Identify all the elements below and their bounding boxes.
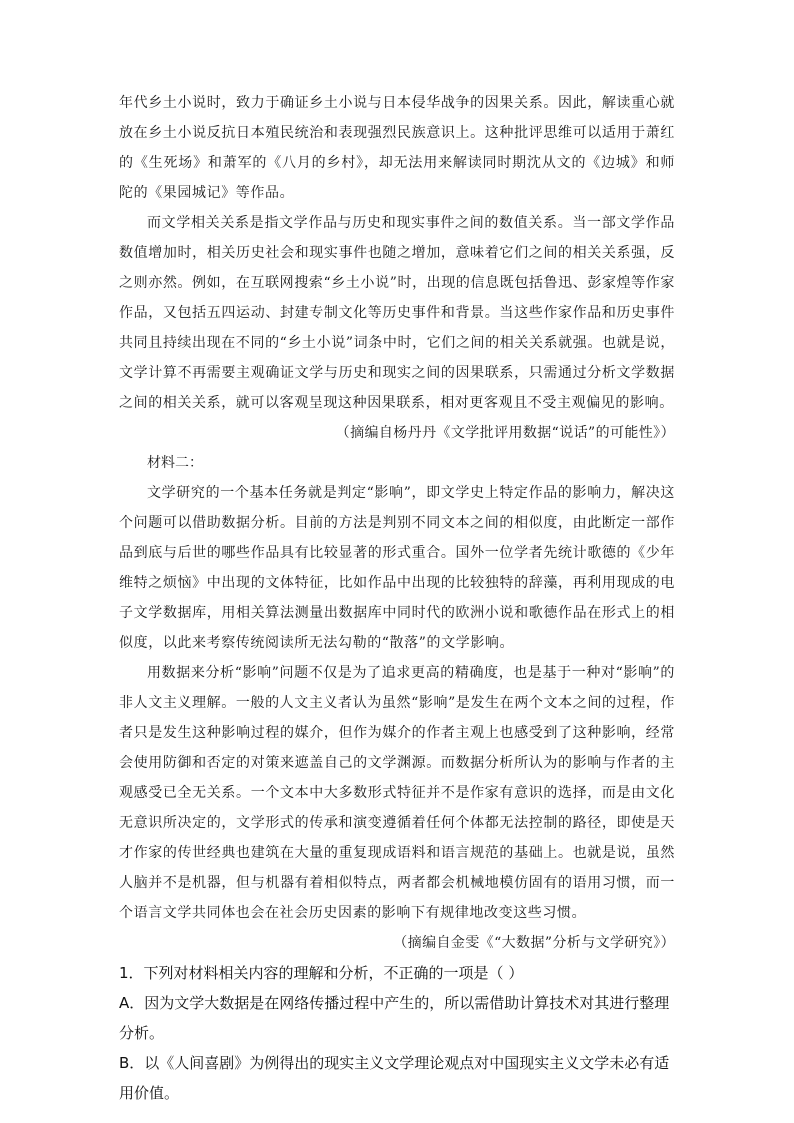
material-two-label: 材料二： <box>147 455 203 471</box>
paragraph-influence: 文学研究的一个基本任务就是判定“影响”，即文学史上特定作品的影响力，解决这个问题可以借助数据分析。目前的方法是判别不同文本之间的相似度，由此断定一部作品到底与后世的哪些作品具有比较显著的形式重合。国外一位学者先统计歌德的《少年维特之烦恼》中出现的文体特征，比如作品中出现的比较独特的辞藻，再利用现成的电子文学数据库，用相关算法测量出数据库中同时代的欧洲小说和歌德作品在形式上的相似度，以此来考察传统阅读所无法勾勒的“散落”的文学影响。 <box>119 485 675 651</box>
paragraph-non-humanist: 用数据来分析“影响”问题不仅是为了追求更高的精确度，也是基于一种对“影响”的非人文主义理解。一般的人文主义者认为虽然“影响”是发生在两个文本之间的过程，作者只是发生这种影响过程的媒介，但作为媒介的作者主观上也感受到了这种影响，经常会使用防御和否定的对策来遮盖自己的文学渊源。而数据分析所认为的影响与作者的主观感受已全无关系。一个文本中大多数形式特征并不是作家有意识的选择，而是由文化无意识所决定的，文学形式的传承和演变遵循着任何个体都无法控制的路径，即使是天才作家的传世经典也建筑在大量的重复现成语料和语言规范的基础上。也就是说，虽然人脑并不是机器，但与机器有着相似特点，两者都会机械地模仿固有的语用习惯，而一个语言文学共同体也会在社会历史因素的影响下有规律地改变这些习惯。 <box>119 665 675 921</box>
paragraph-correlation: 而文学相关关系是指文学作品与历史和现实事件之间的数值关系。当一部文学作品数值增加时，相关历史社会和现实事件也随之增加，意味着它们之间的相关关系强，反之则亦然。例如，在互联网搜索“乡土小说”时，出现的信息既包括鲁迅、彭家煌等作家作品，又包括五四运动、封建专制文化等历史事件和背景。当这些作家作品和历史事件共同且持续出现在不同的“乡土小说”词条中时，它们之间的相关关系就强。也就是说，文学计算不再需要主观确证文学与历史和现实之间的因果联系，只需通过分析文学数据之间的相关关系，就可以客观呈现这种因果联系，相对更客观且不受主观偏见的影响。 <box>119 215 675 411</box>
option-b: B．以《人间喜剧》为例得出的现实主义文学理论观点对中国现实主义文学未必有适用价值。 <box>119 1054 670 1102</box>
paragraph-continued: 年代乡土小说时，致力于确证乡土小说与日本侵华战争的因果关系。因此，解读重心就放在乡土小说反抗日本殖民统治和表现强烈民族意识上。这种批评思维可以适用于萧红的《生死场》和萧军的《八月的乡村》，却无法用来解读同时期沈从文的《边城》和师陀的《果园城记》等作品。 <box>119 95 675 201</box>
option-a: A．因为文学大数据是在网络传播过程中产生的，所以需借助计算技术对其进行整理分析。 <box>119 994 670 1042</box>
source-citation-1: （摘编自杨丹丹《文学批评用数据“说话”的可能性》） <box>335 425 675 441</box>
source-citation-2: （摘编自金雯《“大数据”分析与文学研究》） <box>393 935 675 951</box>
document-body <box>119 88 675 1108</box>
question-stem: 1．下列对材料相关内容的理解和分析，不正确的一项是（ ） <box>119 964 524 982</box>
